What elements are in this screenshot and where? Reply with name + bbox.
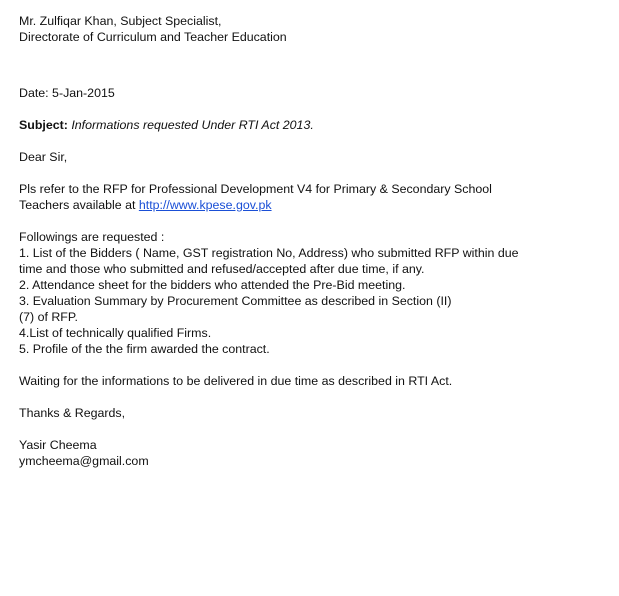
salutation: Dear Sir, (19, 150, 68, 164)
request-line: 2. Attendance sheet for the bidders who attended the Pre-Bid meeting. (19, 278, 406, 292)
intro-line-2 (19, 197, 609, 213)
kpese-link[interactable]: http://www.kpese.gov.pk (138, 198, 272, 212)
subject-text: Informations requested Under RTI Act 2013. (71, 118, 314, 132)
intro-line-1: Pls refer to the RFP for Professional Development V4 for Primary & Secondary School (19, 182, 492, 196)
recipient-line-2: Directorate of Curriculum and Teacher Education (19, 30, 287, 44)
letter-date: Date: 5-Jan-2015 (19, 86, 115, 100)
recipient-line-1: Mr. Zulfiqar Khan, Subject Specialist, (19, 14, 222, 28)
intro-line-2-prefix: Teachers available at (19, 198, 139, 212)
request-line: 1. List of the Bidders ( Name, GST registration No, Address) who submitted RFP within due (19, 246, 519, 260)
letter-body (19, 13, 609, 469)
signoff: Thanks & Regards, (19, 406, 126, 420)
request-line: 3. Evaluation Summary by Procurement Committee as described in Section (II) (19, 294, 452, 308)
request-line: time and those who submitted and refused/accepted after due time, if any. (19, 262, 425, 276)
subject-line (19, 117, 609, 133)
request-line: 5. Profile of the the firm awarded the contract. (19, 342, 270, 356)
closing-note: Waiting for the informations to be delivered in due time as described in RTI Act. (19, 374, 453, 388)
requests-heading: Followings are requested : (19, 230, 165, 244)
request-line: (7) of RFP. (19, 310, 78, 324)
sender-name: Yasir Cheema (19, 438, 97, 452)
request-line: 4.List of technically qualified Firms. (19, 326, 212, 340)
subject-label: Subject: (19, 118, 68, 132)
sender-email: ymcheema@gmail.com (19, 454, 149, 468)
